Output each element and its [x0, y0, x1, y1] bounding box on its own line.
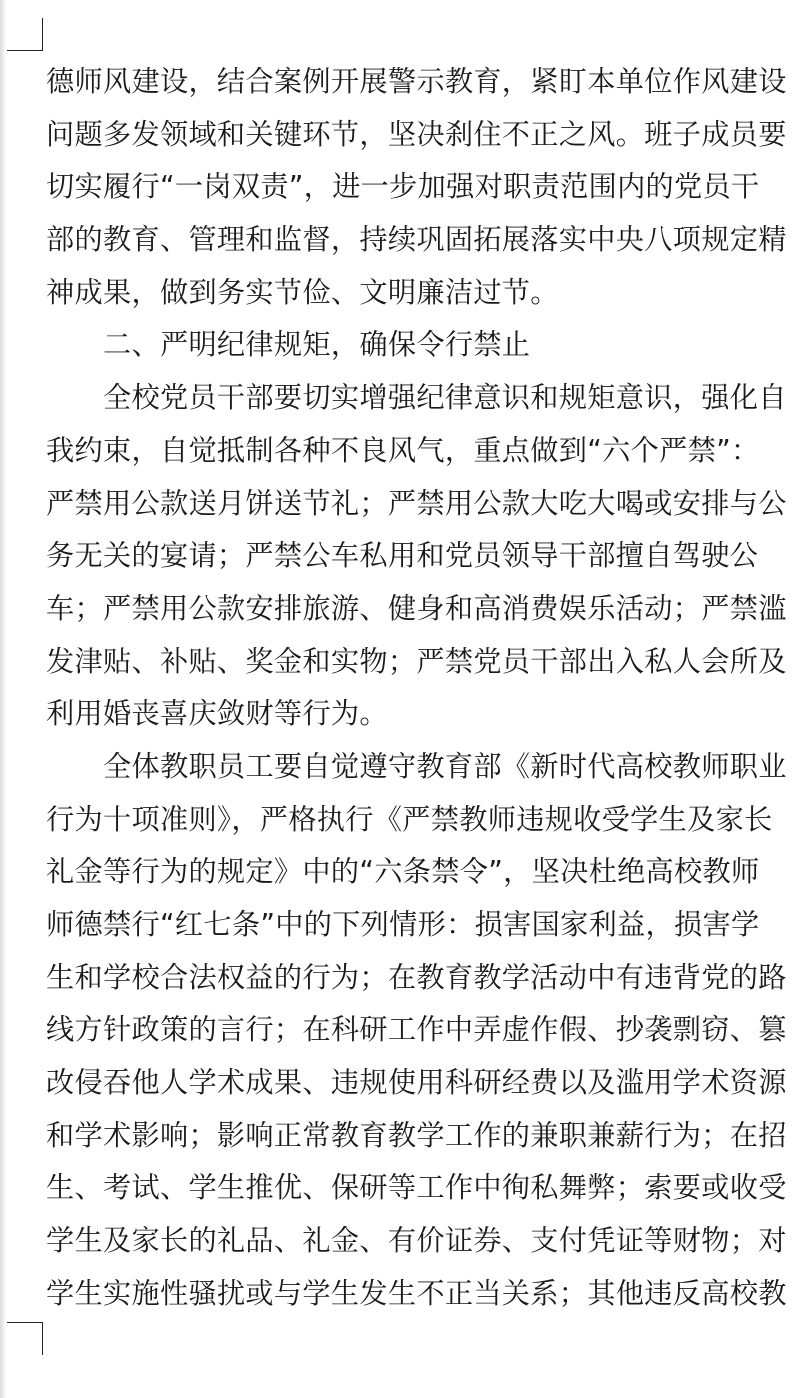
crop-mark-top-vertical: [42, 18, 43, 51]
text-line: 发津贴、补贴、奖金和实物；严禁党员干部出入私人会所及: [46, 644, 787, 678]
crop-mark-bottom-horizontal: [7, 1322, 43, 1323]
text-line: 神成果，做到务实节俭、文明廉洁过节。: [46, 275, 559, 309]
text-line: 改侵吞他人学术成果、违规使用科研经费以及滥用学术资源: [46, 1066, 787, 1100]
text-line: 生、考试、学生推优、保研等工作中徇私舞弊；索要或收受: [46, 1171, 787, 1205]
text-line: 生和学校合法权益的行为；在教育教学活动中有违背党的路: [46, 960, 787, 994]
text-line: 线方针政策的言行；在科研工作中弄虚作假、抄袭剽窃、篡: [46, 1013, 787, 1047]
text-line: 部的教育、管理和监督，持续巩固拓展落实中央八项规定精: [46, 223, 787, 257]
text-line: 和学术影响；影响正常教育教学工作的兼职兼薪行为；在招: [46, 1118, 787, 1152]
text-line: 学生及家长的礼品、礼金、有价证券、支付凭证等财物；对: [46, 1224, 787, 1258]
text-line: 利用婚丧喜庆敛财等行为。: [46, 697, 388, 731]
text-line: 学生实施性骚扰或与学生发生不正当关系；其他违反高校教: [46, 1276, 787, 1310]
text-line: 我约束，自觉抵制各种不良风气，重点做到“六个严禁”：: [46, 433, 760, 467]
text-line: 车；严禁用公款安排旅游、健身和高消费娱乐活动；严禁滥: [46, 591, 787, 625]
text-line: 行为十项准则》，严格执行《严禁教师违规收受学生及家长: [46, 802, 773, 836]
text-line: 师德禁行“红七条”中的下列情形：损害国家利益，损害学: [46, 908, 760, 941]
crop-mark-top-horizontal: [7, 50, 43, 51]
text-line: 礼金等行为的规定》中的“六条禁令”，坚决杜绝高校教师: [46, 855, 760, 889]
text-line: 全校党员干部要切实增强纪律意识和规矩意识，强化自: [46, 381, 787, 415]
section-heading: 二、严明纪律规矩，确保令行禁止: [46, 328, 531, 362]
text-line: 切实履行“一岗双责”，进一步加强对职责范围内的党员干: [46, 170, 760, 204]
text-line: 全体教职员工要自觉遵守教育部《新时代高校教师职业: [46, 749, 787, 783]
text-line: 严禁用公款送月饼送节礼；严禁用公款大吃大喝或安排与公: [46, 486, 787, 520]
text-line: 德师风建设，结合案例开展警示教育，紧盯本单位作风建设: [46, 65, 787, 98]
document-body-text: [46, 56, 790, 1321]
text-line: 问题多发领域和关键环节，坚决刹住不正之风。班子成员要: [46, 117, 787, 151]
page-left-edge: [0, 0, 7, 1398]
crop-mark-bottom-vertical: [42, 1322, 43, 1355]
text-line: 务无关的宴请；严禁公车私用和党员领导干部擅自驾驶公: [46, 539, 759, 573]
